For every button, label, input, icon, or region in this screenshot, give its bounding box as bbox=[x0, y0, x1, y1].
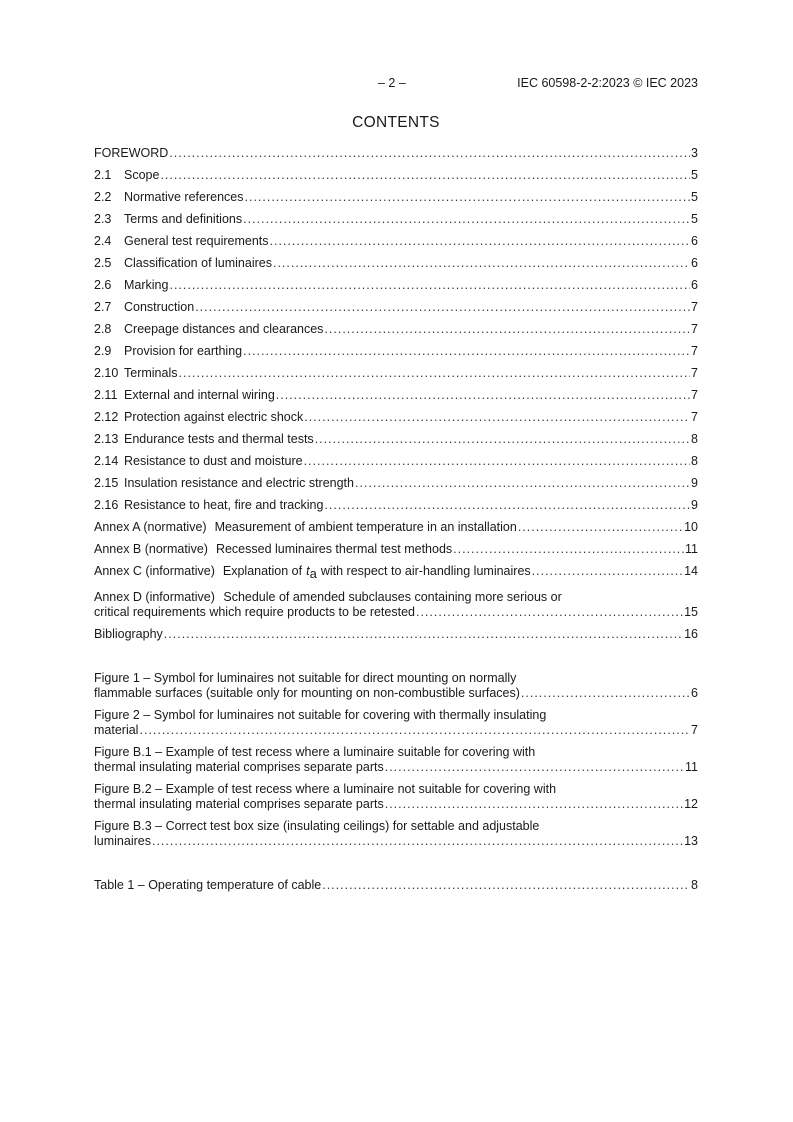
leader-dots bbox=[521, 686, 690, 701]
toc-entry-annex-c[interactable] bbox=[94, 564, 698, 579]
toc-annex-label: Annex D (informative) bbox=[94, 590, 215, 604]
figure-title-line2 bbox=[94, 723, 698, 738]
toc-page-number: 3 bbox=[691, 146, 698, 160]
page-number: – 2 – bbox=[378, 76, 406, 90]
toc-page-number: 5 bbox=[691, 212, 698, 226]
toc-page-number: 16 bbox=[684, 627, 698, 641]
leader-dots bbox=[304, 410, 690, 425]
toc-entry-title: FOREWORD bbox=[94, 146, 169, 160]
toc-entry-title: Normative references bbox=[124, 190, 244, 204]
toc-page-number: 7 bbox=[691, 410, 698, 424]
toc-entry-2-1[interactable] bbox=[94, 168, 698, 183]
figure-title: thermal insulating material comprises separate parts bbox=[94, 797, 384, 811]
leader-dots bbox=[169, 278, 690, 293]
toc-entry-2-8[interactable] bbox=[94, 322, 698, 337]
toc-entry-bibliography[interactable] bbox=[94, 627, 698, 642]
leader-dots bbox=[532, 564, 683, 579]
toc-clause-number: 2.8 bbox=[94, 322, 112, 336]
standard-reference: IEC 60598-2-2:2023 © IEC 2023 bbox=[517, 76, 698, 90]
toc-entry-foreword[interactable] bbox=[94, 146, 698, 161]
toc-entry-title: critical requirements which require products to be retested bbox=[94, 605, 415, 619]
leader-dots bbox=[160, 168, 690, 183]
toc-page-number: 11 bbox=[685, 760, 698, 774]
toc-entry-title: Classification of luminaires bbox=[124, 256, 272, 270]
toc-page-number: 9 bbox=[691, 476, 698, 490]
toc-entry-2-2[interactable] bbox=[94, 190, 698, 205]
toc-entry-title: Terms and definitions bbox=[124, 212, 243, 226]
toc-annex-label: Annex C (informative) bbox=[94, 564, 215, 578]
leader-dots bbox=[518, 520, 683, 535]
toc-page-number: 11 bbox=[685, 542, 698, 556]
toc-entry-2-9[interactable] bbox=[94, 344, 698, 359]
toc-annex-label: Annex A (normative) bbox=[94, 520, 207, 534]
toc-page-number: 6 bbox=[691, 256, 698, 270]
toc-entry-2-10[interactable] bbox=[94, 366, 698, 381]
toc-page-number: 13 bbox=[684, 834, 698, 848]
toc-clause-number: 2.1 bbox=[94, 168, 112, 182]
leader-dots bbox=[245, 190, 691, 205]
leader-dots bbox=[179, 366, 691, 381]
toc-page-number: 8 bbox=[691, 454, 698, 468]
figure-title: flammable surfaces (suitable only for mounting on non-combustible surfaces) bbox=[94, 686, 520, 700]
toc-entry-title: Resistance to dust and moisture bbox=[124, 454, 303, 468]
leader-dots bbox=[304, 454, 690, 469]
toc-clause-number: 2.10 bbox=[94, 366, 119, 380]
toc-page-number: 6 bbox=[691, 686, 698, 700]
toc-entry-title: Endurance tests and thermal tests bbox=[124, 432, 314, 446]
toc-page-number: 6 bbox=[691, 234, 698, 248]
toc-table-1[interactable] bbox=[94, 878, 698, 893]
toc-page-number: 6 bbox=[691, 278, 698, 292]
toc-entry-2-15[interactable] bbox=[94, 476, 698, 491]
toc-clause-number: 2.13 bbox=[94, 432, 119, 446]
figure-title-line2 bbox=[94, 797, 698, 812]
table-title: Table 1 – Operating temperature of cable bbox=[94, 878, 322, 892]
toc-entry-title-start: Explanation of bbox=[222, 564, 303, 578]
leader-dots bbox=[416, 605, 683, 620]
toc-entry-2-3[interactable] bbox=[94, 212, 698, 227]
toc-page-number: 7 bbox=[691, 366, 698, 380]
toc-entry-title: General test requirements bbox=[124, 234, 269, 248]
page-header bbox=[94, 76, 698, 92]
leader-dots bbox=[324, 498, 690, 513]
toc-clause-number: 2.15 bbox=[94, 476, 119, 490]
figure-title-line1: Figure B.3 – Correct test box size (insulating ceilings) for settable and adjustable bbox=[94, 819, 540, 833]
toc-entry-title: Terminals bbox=[124, 366, 178, 380]
leader-dots bbox=[273, 256, 690, 271]
toc-clause-number: 2.14 bbox=[94, 454, 119, 468]
toc-entry-annex-b[interactable] bbox=[94, 542, 698, 557]
leader-dots bbox=[169, 146, 690, 161]
toc-entry-2-4[interactable] bbox=[94, 234, 698, 249]
toc-entry-2-14[interactable] bbox=[94, 454, 698, 469]
toc-entry-title: Insulation resistance and electric strength bbox=[124, 476, 354, 490]
leader-dots bbox=[324, 322, 690, 337]
toc-page-number: 7 bbox=[691, 322, 698, 336]
leader-dots bbox=[195, 300, 690, 315]
toc-entry-title: Resistance to heat, fire and tracking bbox=[124, 498, 324, 512]
toc-entry-title-end: with respect to air-handling luminaires bbox=[320, 564, 531, 578]
toc-entry-title: Scope bbox=[124, 168, 160, 182]
leader-dots bbox=[164, 627, 683, 642]
toc-entry-title: Creepage distances and clearances bbox=[124, 322, 324, 336]
leader-dots bbox=[243, 212, 690, 227]
toc-entry-annex-a[interactable] bbox=[94, 520, 698, 535]
toc-page-number: 12 bbox=[684, 797, 698, 811]
leader-dots bbox=[453, 542, 684, 557]
ta-symbol: $t_a$ bbox=[306, 564, 317, 581]
leader-dots bbox=[385, 797, 683, 812]
toc-entry-title-line2 bbox=[94, 605, 698, 620]
toc-entry-title: Bibliography bbox=[94, 627, 163, 641]
toc-page-number: 15 bbox=[684, 605, 698, 619]
toc-clause-number: 2.16 bbox=[94, 498, 119, 512]
figure-title-line1: Figure 2 – Symbol for luminaires not suitable for covering with thermally insulating bbox=[94, 708, 547, 722]
leader-dots bbox=[270, 234, 691, 249]
leader-dots bbox=[276, 388, 690, 403]
leader-dots bbox=[243, 344, 690, 359]
leader-dots bbox=[355, 476, 690, 491]
toc-clause-number: 2.2 bbox=[94, 190, 112, 204]
toc-page-number: 9 bbox=[691, 498, 698, 512]
toc-entry-title: External and internal wiring bbox=[124, 388, 275, 402]
toc-entry-title: Construction bbox=[124, 300, 195, 314]
toc-entry-title: Marking bbox=[124, 278, 169, 292]
toc-page-number: 5 bbox=[691, 190, 698, 204]
toc-entry-title: Measurement of ambient temperature in an installation bbox=[214, 520, 517, 534]
toc-page-number: 8 bbox=[691, 432, 698, 446]
toc-clause-number: 2.4 bbox=[94, 234, 112, 248]
leader-dots bbox=[152, 834, 683, 849]
toc-entry-title: Protection against electric shock bbox=[124, 410, 304, 424]
toc-clause-number: 2.11 bbox=[94, 388, 118, 402]
leader-dots bbox=[139, 723, 690, 738]
toc-annex-label: Annex B (normative) bbox=[94, 542, 208, 556]
toc-entry-2-13[interactable] bbox=[94, 432, 698, 447]
figure-title-line2 bbox=[94, 686, 698, 701]
toc-clause-number: 2.5 bbox=[94, 256, 112, 270]
toc-page-number: 7 bbox=[691, 300, 698, 314]
toc-page-number: 14 bbox=[684, 564, 698, 578]
toc-entry-title-line1 bbox=[94, 590, 698, 605]
figure-title: material bbox=[94, 723, 139, 737]
toc-entry-title: Recessed luminaires thermal test methods bbox=[215, 542, 453, 556]
figure-title: luminaires bbox=[94, 834, 151, 848]
toc-entry-2-11[interactable] bbox=[94, 388, 698, 403]
toc-page-number: 10 bbox=[684, 520, 698, 534]
toc-entry-2-6[interactable] bbox=[94, 278, 698, 293]
figure-title-line2 bbox=[94, 760, 698, 775]
leader-dots bbox=[315, 432, 690, 447]
toc-entry-2-7[interactable] bbox=[94, 300, 698, 315]
toc-clause-number: 2.3 bbox=[94, 212, 112, 226]
toc-page-number: 7 bbox=[691, 723, 698, 737]
toc-clause-number: 2.7 bbox=[94, 300, 112, 314]
toc-entry-2-12[interactable] bbox=[94, 410, 698, 425]
toc-entry-2-16[interactable] bbox=[94, 498, 698, 513]
contents-title: CONTENTS bbox=[352, 114, 440, 131]
figure-title-line2 bbox=[94, 834, 698, 849]
figure-title-line1: Figure 1 – Symbol for luminaires not suitable for direct mounting on normally bbox=[94, 671, 517, 685]
leader-dots bbox=[385, 760, 684, 775]
toc-page-number: 7 bbox=[691, 388, 698, 402]
toc-entry-title: Provision for earthing bbox=[124, 344, 243, 358]
toc-page-number: 5 bbox=[691, 168, 698, 182]
toc-clause-number: 2.6 bbox=[94, 278, 112, 292]
toc-clause-number: 2.12 bbox=[94, 410, 119, 424]
toc-entry-2-5[interactable] bbox=[94, 256, 698, 271]
leader-dots bbox=[322, 878, 690, 893]
toc-entry-title: Schedule of amended subclauses containing more serious or bbox=[223, 590, 562, 604]
toc-clause-number: 2.9 bbox=[94, 344, 112, 358]
figure-title-line1: Figure B.2 – Example of test recess where a luminaire not suitable for covering with bbox=[94, 782, 557, 796]
figure-title-line1: Figure B.1 – Example of test recess where a luminaire suitable for covering with bbox=[94, 745, 536, 759]
figure-title: thermal insulating material comprises separate parts bbox=[94, 760, 384, 774]
toc-page-number: 7 bbox=[691, 344, 698, 358]
toc-page-number: 8 bbox=[691, 878, 698, 892]
